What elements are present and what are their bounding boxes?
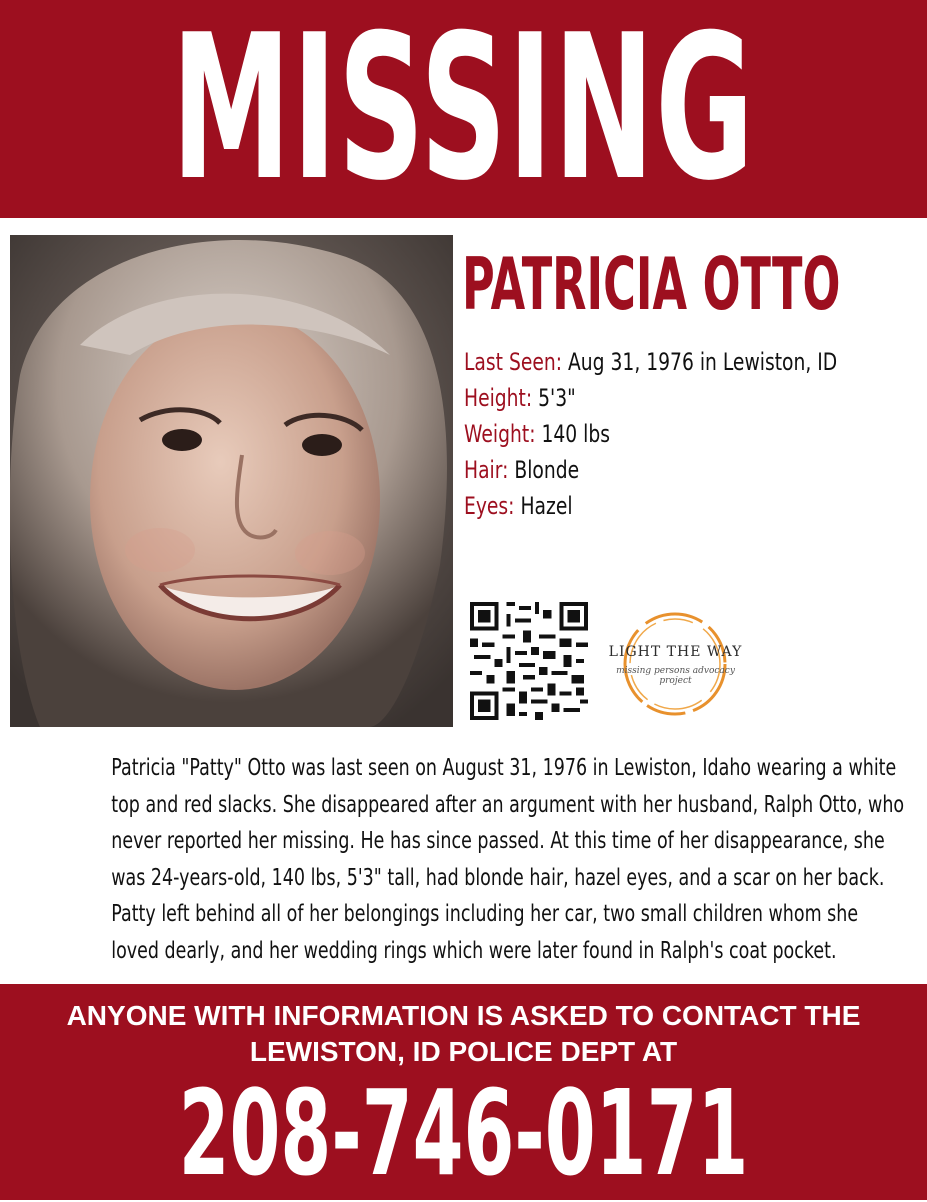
fact-weight: [464, 416, 819, 452]
facts-list: [464, 344, 919, 524]
fact-label: Eyes:: [464, 492, 515, 520]
fact-label: Last Seen:: [464, 348, 563, 376]
fact-last-seen: [464, 344, 838, 380]
description-line: Patricia "Patty" Otto was last seen on August 31, 1976 in Lewiston, Idaho wearing a white: [111, 755, 897, 781]
fact-label: Weight:: [464, 420, 536, 448]
description-line: top and red slacks. She disappeared after an argument with her husband, Ralph Otto, who: [111, 791, 905, 818]
case-description: [0, 750, 927, 969]
fact-height: [464, 380, 819, 416]
fact-value: Hazel: [520, 492, 573, 520]
description-line: Patty left behind all of her belongings including her car, two small children whom she: [111, 901, 859, 927]
contact-line-1: ANYONE WITH INFORMATION IS ASKED TO CONTACT THE: [66, 1000, 861, 1031]
fact-label: Height:: [464, 384, 533, 412]
top-banner: [0, 0, 927, 225]
logo-name: LIGHT THE WAY: [608, 644, 743, 660]
qr-code-icon[interactable]: [470, 602, 588, 720]
fact-hair: [464, 452, 819, 488]
description-line: loved dearly, and her wedding rings which were later found in Ralph's coat pocket.: [111, 937, 837, 964]
portrait-image: [10, 235, 453, 727]
logo-tagline: missing persons advocacy project: [616, 666, 735, 686]
fact-value: Aug 31, 1976 in Lewiston, ID: [567, 348, 838, 376]
contact-instructions: [0, 998, 927, 1070]
person-name: PATRICIA OTTO: [462, 242, 841, 326]
contact-line-2: LEWISTON, ID POLICE DEPT AT: [249, 1036, 678, 1067]
description-line: was 24-years-old, 140 lbs, 5'3" tall, had blonde hair, hazel eyes, and a scar on her back.: [111, 864, 885, 891]
missing-person-photo: [10, 235, 453, 727]
light-the-way-logo: [603, 608, 748, 720]
contact-phone-number[interactable]: 208-746-0171: [178, 1064, 749, 1202]
fact-eyes: [464, 488, 819, 524]
fact-value: Blonde: [514, 456, 580, 484]
fact-label: Hair:: [464, 456, 509, 484]
fact-value: 140 lbs: [541, 420, 611, 448]
fact-value: 5'3": [538, 384, 576, 412]
description-line: never reported her missing. He has since passed. At this time of her disappearance, she: [111, 828, 885, 854]
missing-title: MISSING: [171, 0, 756, 225]
